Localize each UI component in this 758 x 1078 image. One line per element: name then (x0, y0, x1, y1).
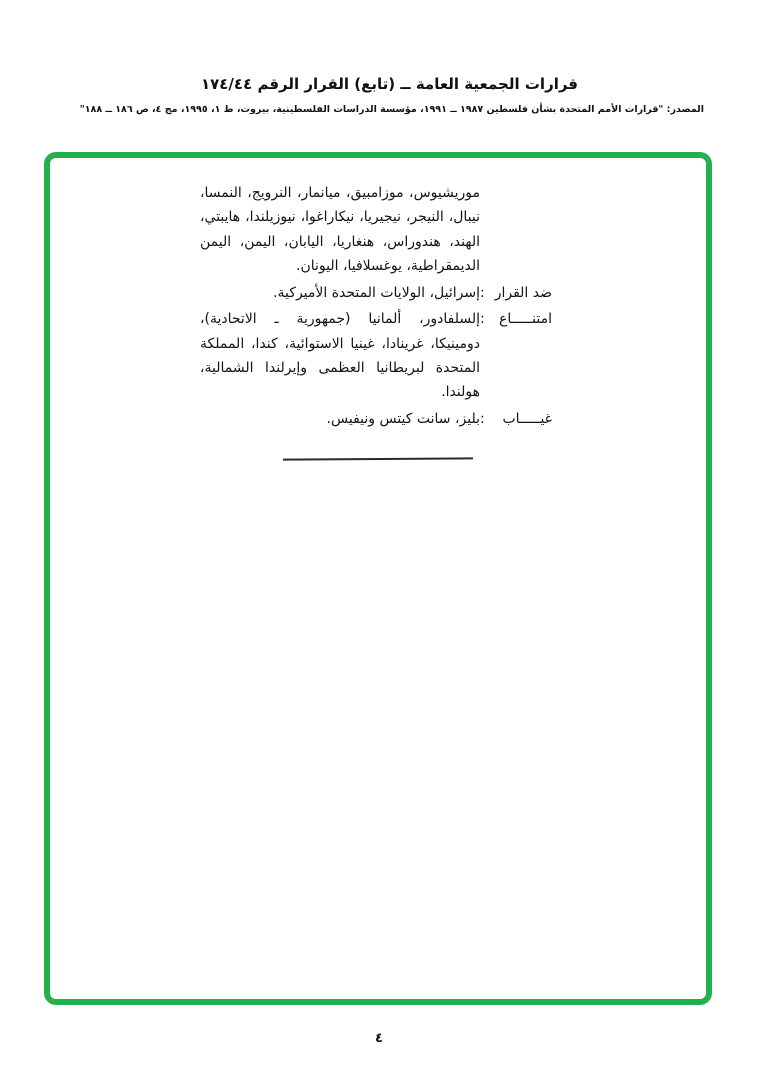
vote-entry-abstain (200, 307, 552, 404)
vote-entry-colon: : (480, 311, 485, 328)
vote-entry-against (200, 281, 552, 305)
continued-country-list-row (200, 181, 552, 278)
vote-entry-label-text: ضد القرار (494, 285, 552, 302)
page-number: ٤ (375, 1031, 383, 1046)
vote-entry-colon: : (480, 285, 485, 302)
continued-country-list: موريشيوس، موزامبيق، ميانمار، النرويج، النمسا، نيبال، النيجر، نيجيريا، نيكاراغوا، نيوزيلندا، هايبتي، الهند، هندوراس، هنغاريا، اليابان، اليمن، اليمن الديمقراطية، يوغسلافيا، اليونان. (200, 185, 480, 274)
source-line: المصدر: "قرارات الأمم المتحدة بشأن فلسطين ١٩٨٧ ــ ١٩٩١، مؤسسة الدراسات الفلسطينية، بيروت، ط ١، ١٩٩٥، مج ٤، ص ١٨٦ ــ ١٨٨" (79, 104, 704, 115)
vote-entry-absent (200, 407, 552, 431)
vote-entry-text: إلسلفادور، ألمانيا (جمهورية ـ الاتحادية)، دومينيكا، غرينادا، غينيا الاستوائية، كندا، المملكة المتحدة لبريطانيا العظمى وإيرلندا الشمالية، هولندا. (200, 311, 480, 401)
vote-entry-colon: : (480, 410, 485, 427)
vote-entry-label-text: غيـــــاب (502, 410, 552, 427)
page-title: قرارات الجمعية العامة ــ (تابع) القرار الرقم ١٧٤/٤٤ (200, 75, 578, 93)
vote-entry-label (480, 407, 552, 431)
vote-entry-label (480, 307, 552, 331)
vote-entry-text: إسرائيل، الولايات المتحدة الأميركية. (273, 285, 480, 302)
vote-entry-text: بليز، سانت كيتس ونيفيس. (326, 410, 480, 427)
vote-record (200, 181, 552, 433)
vote-entry-label-text: امتنـــــاع (499, 311, 552, 328)
vote-entry-label (480, 281, 552, 305)
